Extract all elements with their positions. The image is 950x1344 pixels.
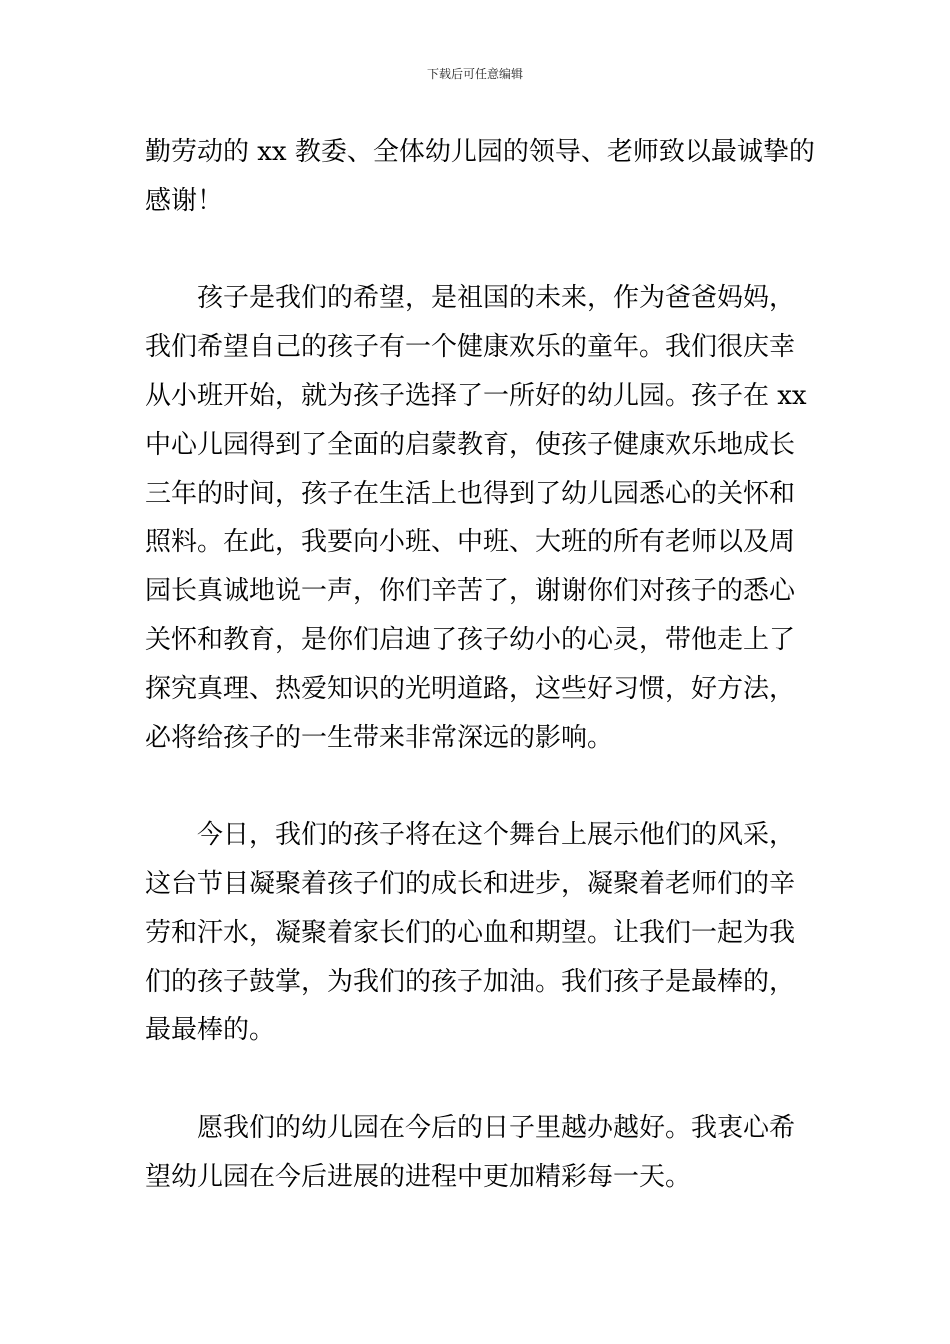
text-line: 从小班开始，就为孩子选择了一所好的幼儿园。孩子在 xx bbox=[145, 380, 807, 411]
paragraph-3 bbox=[145, 811, 807, 1055]
text-line: 望幼儿园在今后进展的进程中更加精彩每一天。 bbox=[145, 1161, 692, 1192]
text-line: 中心儿园得到了全面的启蒙教育，使孩子健康欢乐地成长 bbox=[145, 429, 796, 460]
text-line: 必将给孩子的一生带来非常深远的影响。 bbox=[145, 722, 614, 753]
document-body bbox=[145, 128, 815, 1202]
text-line: 愿我们的幼儿园在今后的日子里越办越好。我衷心希 bbox=[145, 1112, 796, 1143]
text-line: 三年的时间，孩子在生活上也得到了幼儿园悉心的关怀和 bbox=[145, 478, 796, 509]
text-line: 探究真理、热爱知识的光明道路，这些好习惯，好方法， bbox=[145, 673, 796, 704]
text-line: 园长真诚地说一声，你们辛苦了，谢谢你们对孩子的悉心 bbox=[145, 576, 796, 607]
text-line: 今日，我们的孩子将在这个舞台上展示他们的风采， bbox=[145, 820, 796, 851]
text-line: 最最棒的。 bbox=[145, 1015, 276, 1046]
text-line: 我们希望自己的孩子有一个健康欢乐的童年。我们很庆幸 bbox=[145, 332, 796, 363]
text-line: 们的孩子鼓掌，为我们的孩子加油。我们孩子是最棒的， bbox=[145, 966, 796, 997]
text-line: 孩子是我们的希望，是祖国的未来，作为爸爸妈妈， bbox=[145, 283, 796, 314]
text-line: 劳和汗水，凝聚着家长们的心血和期望。让我们一起为我 bbox=[145, 917, 796, 948]
paragraph-gap bbox=[145, 762, 807, 811]
paragraph-gap bbox=[145, 1055, 807, 1104]
paragraph-2 bbox=[145, 274, 807, 762]
text-line: 关怀和教育，是你们启迪了孩子幼小的心灵，带他走上了 bbox=[145, 624, 796, 655]
page-header: 下载后可任意编辑 bbox=[426, 67, 523, 81]
text-line: 照料。在此，我要向小班、中班、大班的所有老师以及周 bbox=[145, 527, 796, 558]
text-line: 勤劳动的 xx 教委、全体幼儿园的领导、老师致以最诚挚的 bbox=[145, 137, 815, 167]
paragraph-4 bbox=[145, 1104, 807, 1202]
paragraph-gap bbox=[145, 226, 807, 275]
text-line: 这台节目凝聚着孩子们的成长和进步，凝聚着老师们的辛 bbox=[145, 868, 796, 899]
text-line: 感谢！ bbox=[145, 185, 224, 216]
paragraph-1 bbox=[145, 128, 815, 226]
